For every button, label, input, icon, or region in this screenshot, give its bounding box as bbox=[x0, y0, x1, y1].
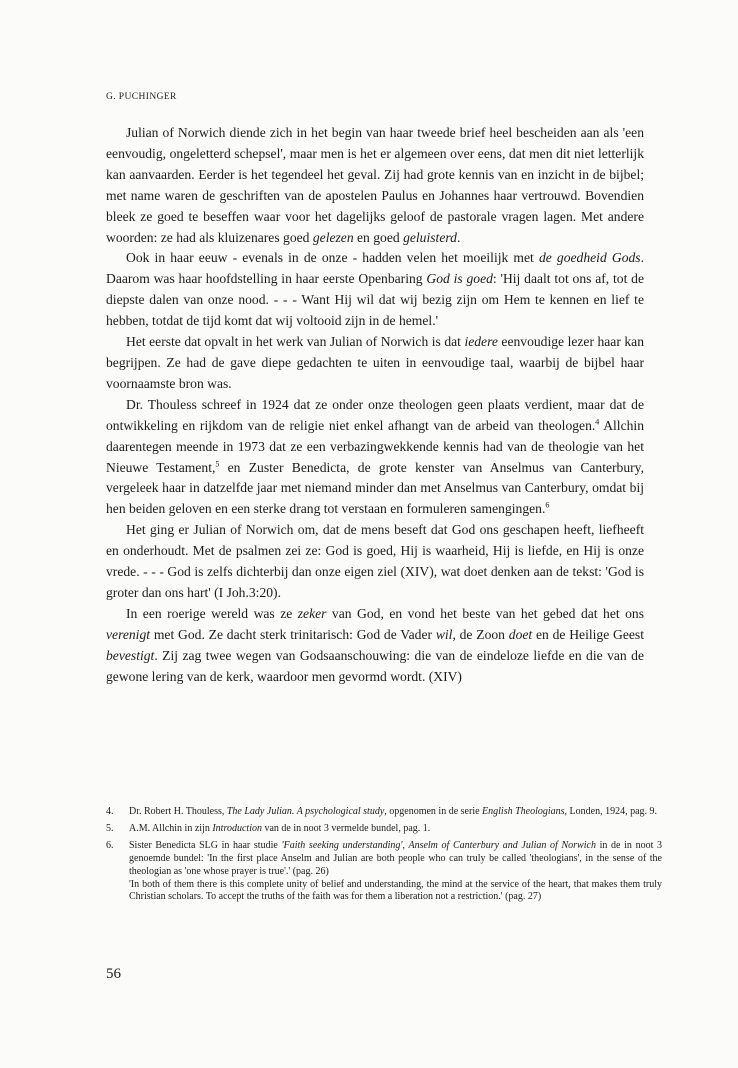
main-text bbox=[106, 123, 644, 687]
body-paragraph bbox=[106, 520, 644, 604]
body-paragraph bbox=[106, 248, 644, 332]
text-run: . Zij zag twee wegen van Godsaanschouwing: die van de eindeloze liefde en die van de gewone lering van de kerk, waardoor men gevormd wordt. (XIV) bbox=[106, 647, 644, 684]
body-paragraph bbox=[106, 395, 644, 520]
italic-run: wil bbox=[435, 626, 453, 642]
text-run: Sister Benedicta SLG in haar studie bbox=[129, 839, 282, 851]
footnote-ref: 5 bbox=[215, 458, 220, 468]
italic-run: de goedheid Gods bbox=[538, 250, 641, 266]
italic-run: Introduction bbox=[212, 822, 262, 834]
text-run: , Londen, 1924, pag. 9. bbox=[564, 806, 658, 817]
text-run: Het ging er Julian of Norwich om, dat de mens beseft dat God ons geschapen heeft, liefheeft en onderhoudt. Met de psalmen zei ze: God is goed, Hij is waarheid, Hij is liefde, en Hij is onze vrede. - - - God is zelfs dichterbij dan onze eigen ziel (XIV), wat doet denken aan de tekst: 'God is groter dan ons hart' (I Joh.3:20). bbox=[106, 522, 644, 600]
footnote-paragraph bbox=[129, 806, 662, 819]
footnote-text bbox=[129, 806, 662, 819]
text-run: . bbox=[456, 229, 461, 245]
text-run: Julian of Norwich diende zich in het begin van haar tweede brief heel bescheiden aan als 'een eenvoudig, ongeletterd schepsel', maar men is het er algemeen over eens, dat men dit niet letterlijk kan aanvaarden. Eerder is het tegendeel het geval. Zij had grote kennis van en inzicht in de bijbel; met name waren de geschriften van de apostelen Paulus en Johannes haar vertrouwd. Bovendien bleek ze goed te beseffen waar voor het dagelijks geloof de pastorale vragen lagen. Met andere woorden: ze had als kluizenares goed bbox=[106, 125, 644, 245]
text-run: met God. Ze dacht sterk trinitarisch: God de Vader bbox=[150, 626, 436, 642]
text-run: Dr. Robert H. Thouless, bbox=[129, 806, 227, 817]
text-run: in de in noot 3 genoemde bundel: 'In the first place Anselm and Julian are both people who can truly be called 'theologians', in the sense of the theologian as 'one whose prayer is true'.' (pag. 26) bbox=[129, 839, 663, 877]
text-run: en de Heilige Geest bbox=[532, 626, 644, 642]
footnote-text bbox=[129, 823, 662, 836]
text-run: Dr. Thouless schreef in 1924 dat ze onder onze theologen geen plaats verdient, maar dat de ontwikkeling en rijkdom van de religie niet enkel afhangt van de arbeid van theologen. bbox=[106, 396, 644, 433]
text-run: , opgenomen in de serie bbox=[384, 806, 483, 817]
text-run: van de in noot 3 vermelde bundel, pag. 1. bbox=[261, 822, 431, 834]
footnote-number: 4. bbox=[106, 806, 114, 817]
text-run: Allchin daarentegen meende in 1973 dat ze een verbazingwekkende kennis had van de theologie van het Nieuwe Testament, bbox=[106, 417, 644, 475]
italic-run: geluisterd bbox=[403, 229, 457, 245]
footnote bbox=[106, 823, 662, 836]
italic-run: 'Faith seeking understanding', Anselm of Canterbury and Julian of Norwich bbox=[281, 839, 596, 851]
text-run: en goed bbox=[353, 229, 404, 245]
footnote-text bbox=[129, 840, 662, 905]
italic-run: gelezen bbox=[312, 229, 354, 245]
footnotes bbox=[106, 806, 662, 908]
footnote bbox=[106, 840, 662, 905]
text-run: van God, en vond het beste van het gebed dat het ons bbox=[326, 605, 644, 621]
text-run: 'In both of them there is this complete unity of belief and understanding, the mind at the service of the heart, that makes them truly Christian scholars. To accept the truths of the faith was for them a liberation not a restriction.' (pag. 27) bbox=[129, 878, 662, 903]
italic-run: bevestigt bbox=[106, 647, 155, 663]
footnote-paragraph bbox=[129, 879, 662, 905]
body-paragraph bbox=[106, 332, 644, 395]
italic-run: God is goed bbox=[426, 271, 493, 287]
body-paragraph bbox=[106, 604, 644, 688]
footnote-ref: 6 bbox=[545, 500, 550, 510]
italic-run: The Lady Julian. A psychological study bbox=[226, 806, 385, 817]
italic-run: English Theologians bbox=[482, 806, 565, 817]
footnote bbox=[106, 806, 662, 819]
text-run: In een roerige wereld was ze bbox=[126, 605, 298, 621]
page-number: 56 bbox=[106, 966, 121, 982]
text-run: Ook in haar eeuw - evenals in de onze - hadden velen het moeilijk met bbox=[126, 250, 539, 266]
text-run: . Daarom was haar hoofdstelling in haar eerste Openbaring bbox=[106, 250, 644, 287]
text-run: , de Zoon bbox=[452, 626, 509, 642]
italic-run: verenigt bbox=[106, 626, 151, 642]
text-run: en Zuster Benedicta, de grote kenster van Anselmus van Canterbury, vergeleek haar in datzelfde jaar met niemand minder dan met Anselmus van Canterbury, omdat bij hen beiden geloven en een sterke drang tot verstaan en formuleren samengingen. bbox=[106, 459, 644, 517]
text-run: A.M. Allchin in zijn bbox=[129, 822, 213, 834]
italic-run: iedere bbox=[464, 334, 498, 350]
text-run: eenvoudige lezer haar kan begrijpen. Ze had de gave diepe gedachten te uiten in eenvoudige taal, waarbij de bijbel haar voornaamste bron was. bbox=[106, 334, 644, 391]
footnote-number: 5. bbox=[106, 822, 114, 834]
italic-run: zeker bbox=[297, 605, 327, 621]
footnote-paragraph bbox=[129, 823, 662, 836]
text-run: : 'Hij daalt tot ons af, tot de diepste dalen van onze nood. - - - Want Hij wil dat wij bezig zijn om Hem te kennen en lief te hebben, totdat de tijd komt dat wij voltooid zijn in de hemel.' bbox=[106, 271, 644, 329]
footnote-number: 6. bbox=[106, 839, 114, 851]
footnote-paragraph bbox=[129, 840, 662, 879]
italic-run: doet bbox=[508, 626, 533, 642]
running-head: G. PUCHINGER bbox=[106, 92, 177, 102]
body-paragraph bbox=[106, 123, 644, 248]
footnote-ref: 4 bbox=[595, 417, 600, 427]
text-run: Het eerste dat opvalt in het werk van Julian of Norwich is dat bbox=[126, 334, 465, 350]
